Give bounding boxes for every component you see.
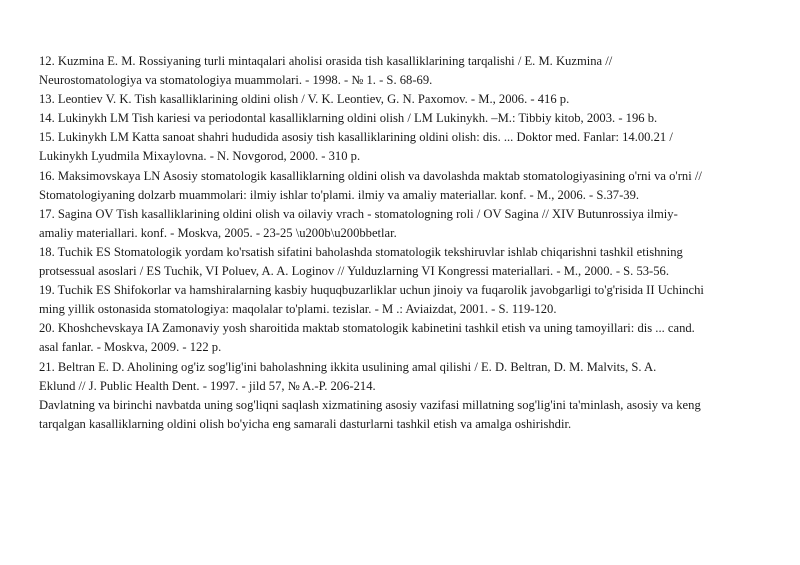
- reference-18-line-2: protsessual asoslari / ES Tuchik, VI Poluev, A. A. Loginov // Yulduzlarning VI Kongressi materiallari. - M., 2000. - S. 53-56.: [39, 264, 669, 279]
- reference-16-line-1: 16. Maksimovskaya LN Asosiy stomatologik kasalliklarning oldini olish va davolashda maktab stomatologiyasining o'rni va o'rni //: [39, 168, 702, 183]
- reference-12-line-2: Neurostomatologiya va stomatologiya muammolari. - 1998. - № 1. - S. 68-69.: [39, 73, 433, 88]
- closing-paragraph-line-1: Davlatning va birinchi navbatda uning sog'liqni saqlash xizmatining asosiy vazifasi millatning sog'lig'ini ta'minlash, asosiy va keng: [39, 397, 701, 412]
- reference-21-line-1: 21. Beltran E. D. Aholining og'iz sog'lig'ini baholashning ikkita usulining amal qilishi / E. D. Beltran, D. M. Malvits, S. A.: [39, 359, 657, 374]
- reference-20-line-1: 20. Khoshchevskaya IA Zamonaviy yosh sharoitida maktab stomatologik kabinetini tashkil etish va uning tamoyillari: dis ... cand.: [39, 321, 695, 336]
- closing-paragraph-line-2: tarqalgan kasalliklarning oldini olish bo'yicha eng samarali dasturlarni tashkil etish va amalga oshirishdir.: [39, 416, 572, 431]
- reference-19-line-1: 19. Tuchik ES Shifokorlar va hamshiralarning kasbiy huquqbuzarliklar uchun jinoiy va fuqarolik javobgarligi to'g'risida II Uchinchi: [39, 283, 704, 298]
- reference-13: 13. Leontiev V. K. Tish kasalliklarining oldini olish / V. K. Leontiev, G. N. Paxomov. - M., 2006. - 416 p.: [39, 92, 570, 107]
- document-page: [39, 52, 774, 434]
- reference-18-line-1: 18. Tuchik ES Stomatologik yordam ko'rsatish sifatini baholashda stomatologik tekshiruvlar ishlab chiqarishni tashkil etishning: [39, 244, 683, 259]
- reference-16-line-2: Stomatologiyaning dolzarb muammolari: ilmiy ishlar to'plami. ilmiy va amaliy materiallar. konf. - M., 2006. - S.37-39.: [39, 187, 640, 202]
- reference-17-line-1: 17. Sagina OV Tish kasalliklarining oldini olish va oilaviy vrach - stomatologning roli / OV Sagina // XIV Butunrossiya ilmiy-: [39, 206, 678, 221]
- reference-15-line-1: 15. Lukinykh LM Katta sanoat shahri hududida asosiy tish kasalliklarining oldini olish: dis. ... Doktor med. Fanlar: 14.00.21 /: [39, 130, 673, 145]
- reference-20-line-2: asal fanlar. - Moskva, 2009. - 122 p.: [39, 340, 222, 355]
- reference-15-line-2: Lukinykh Lyudmila Mixaylovna. - N. Novgorod, 2000. - 310 p.: [39, 149, 361, 164]
- reference-21-line-2: Eklund // J. Public Health Dent. - 1997. - jild 57, № A.-P. 206-214.: [39, 378, 376, 393]
- reference-19-line-2: ming yillik ostonasida stomatologiya: maqolalar to'plami. tezislar. - M .: Aviaizdat, 2001. - S. 119-120.: [39, 302, 557, 317]
- reference-12-line-1: 12. Kuzmina E. M. Rossiyaning turli mintaqalari aholisi orasida tish kasalliklarining tarqalishi / E. M. Kuzmina //: [39, 54, 613, 68]
- reference-17-line-2: amaliy materiallari. konf. - Moskva, 2005. - 23-25 \u200b\u200bbetlar.: [39, 225, 397, 240]
- reference-14: 14. Lukinykh LM Tish kariesi va periodontal kasalliklarning oldini olish / LM Lukinykh. –M.: Tibbiy kitob, 2003. - 196 b.: [39, 111, 658, 126]
